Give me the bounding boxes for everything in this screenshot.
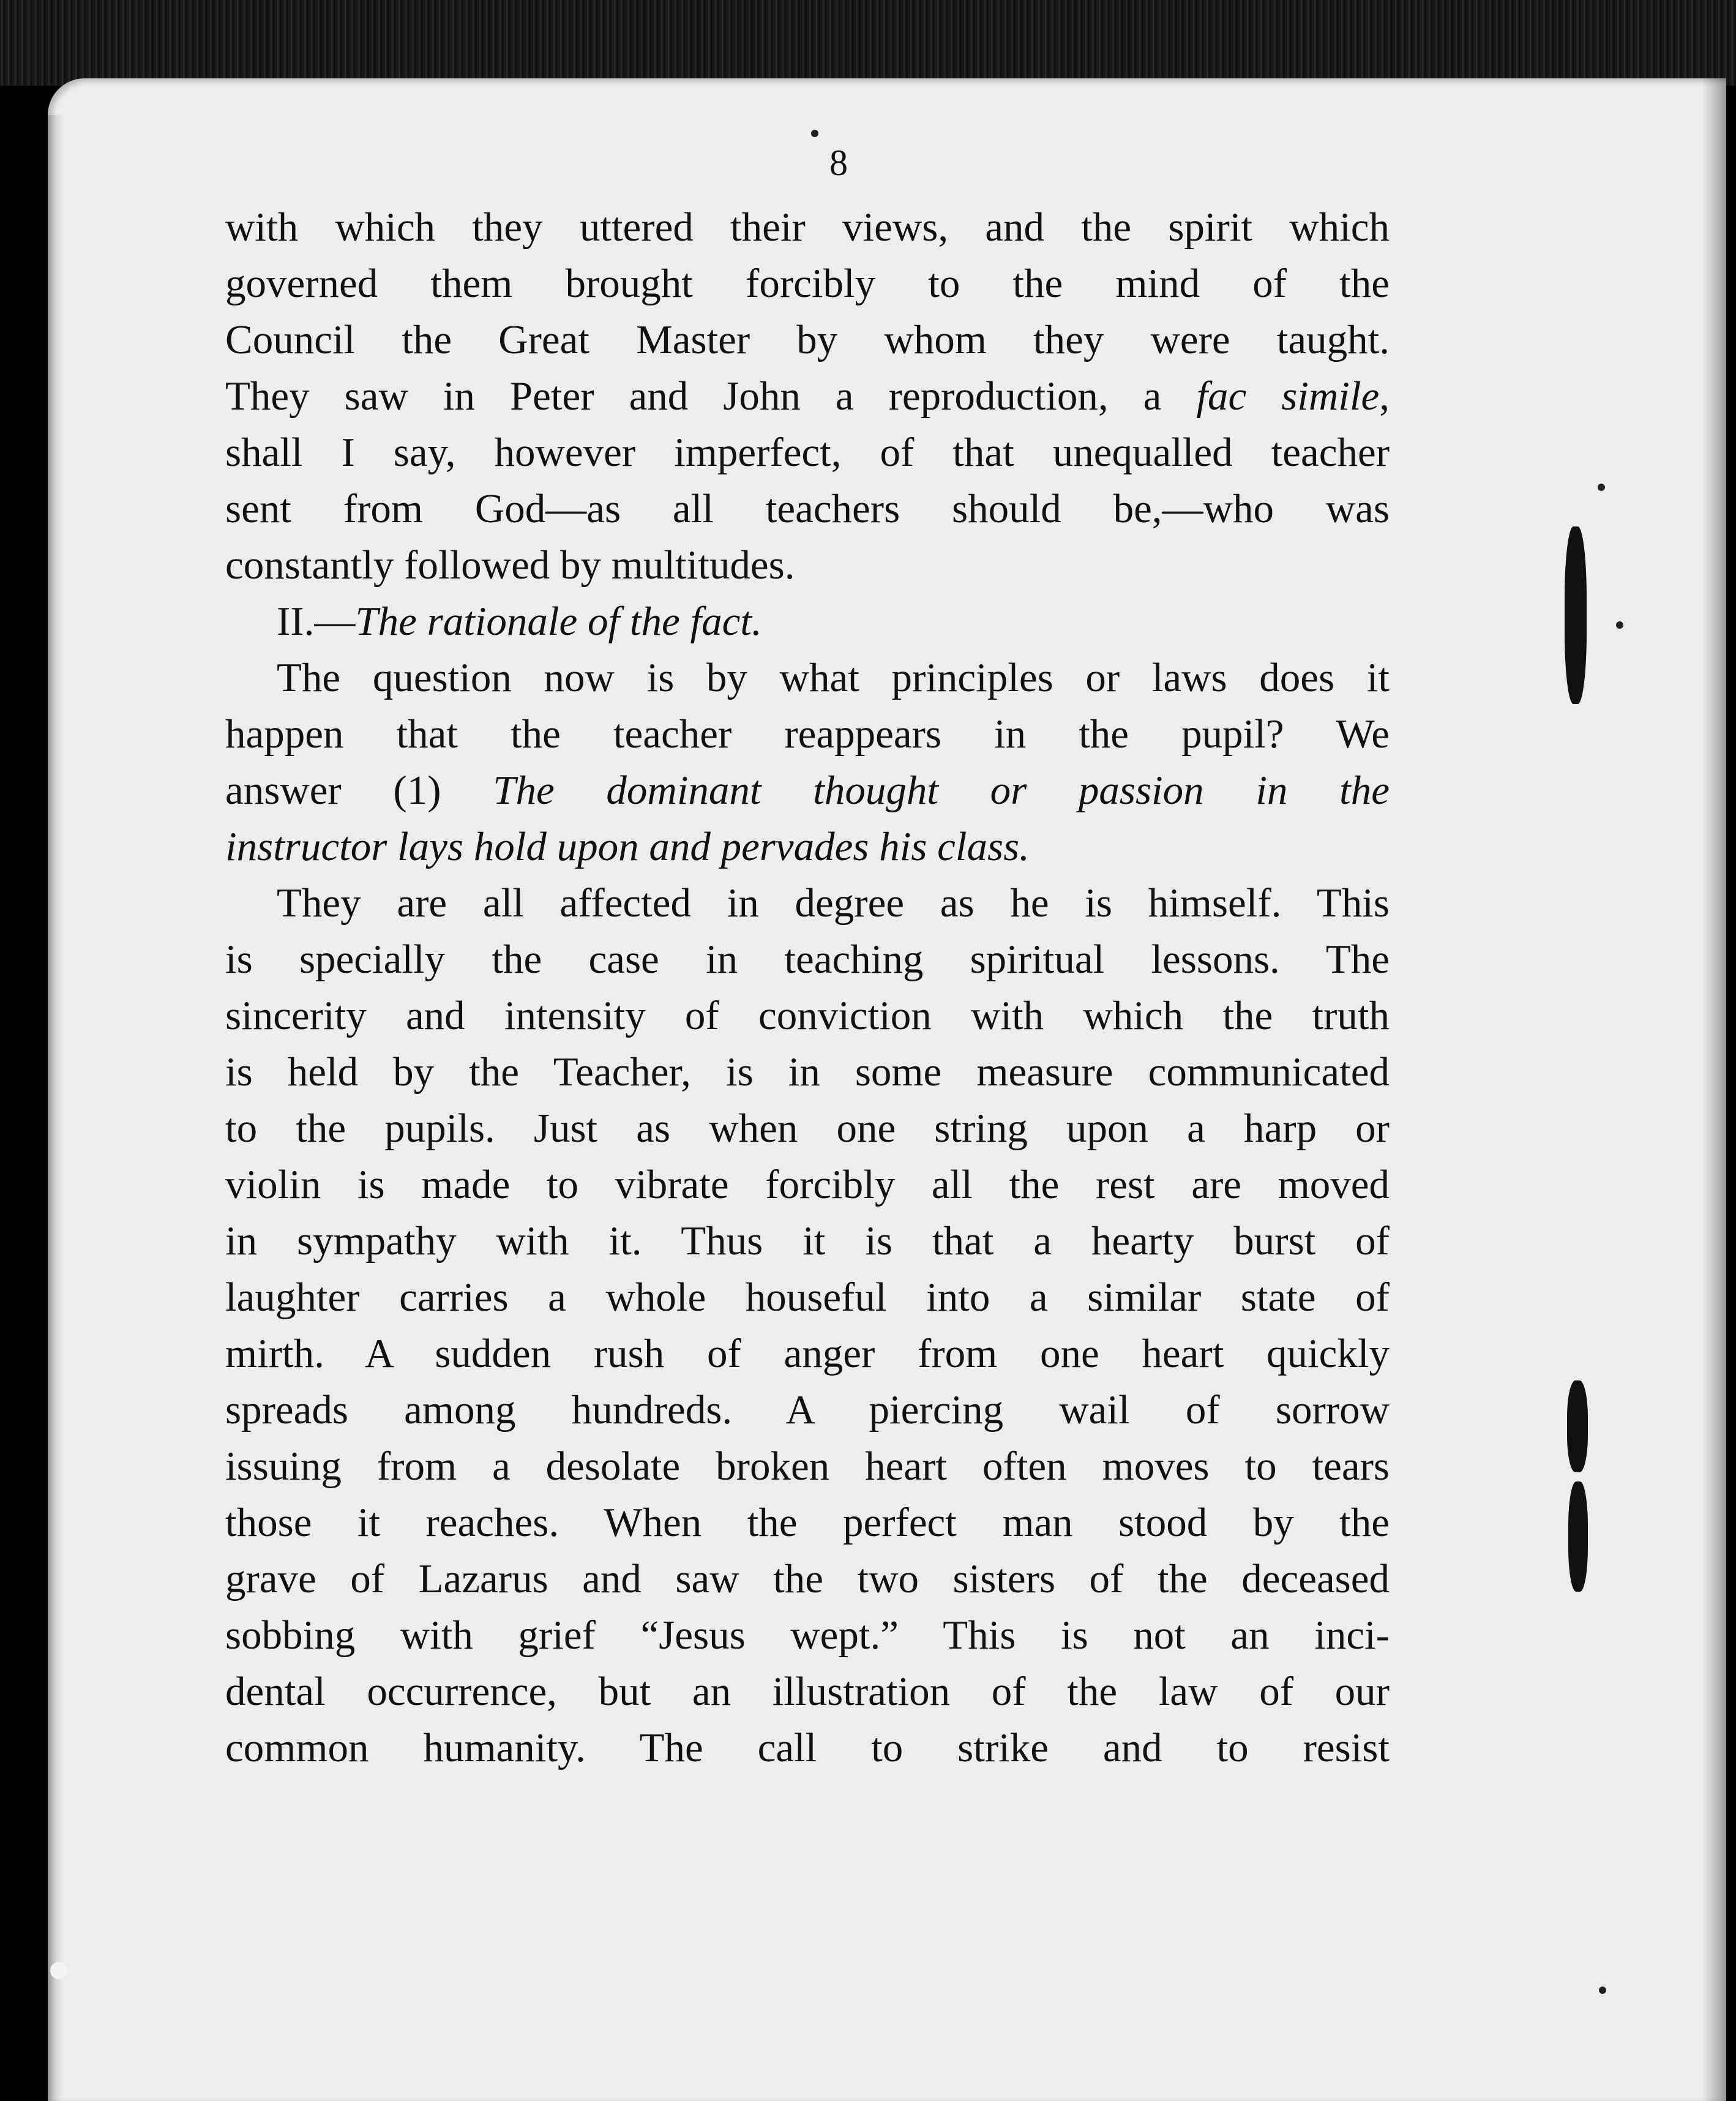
ink-blot xyxy=(1568,1481,1588,1592)
italic-text: fac simile xyxy=(1196,373,1380,419)
text-line xyxy=(225,537,1390,593)
text-line xyxy=(225,1663,1390,1720)
text-run: spreads among hundreds. A piercing wail of sorrow xyxy=(225,1387,1390,1432)
scan-speck xyxy=(811,130,818,137)
text-run: in sympathy with it. Thus it is that a hearty burst of xyxy=(225,1218,1390,1264)
ink-blot xyxy=(1567,1380,1588,1472)
text-line xyxy=(225,1156,1390,1213)
text-line xyxy=(225,1100,1390,1156)
text-line xyxy=(225,706,1390,762)
text-line xyxy=(225,593,1390,650)
text-run: happen that the teacher reappears in the pupil? We xyxy=(225,711,1390,757)
text-run: governed them brought forcibly to the mind of the xyxy=(225,261,1390,306)
text-line xyxy=(225,762,1390,818)
text-run: is held by the Teacher, is in some measure communicated xyxy=(225,1049,1390,1095)
scan-speck xyxy=(1599,1987,1606,1994)
text-line xyxy=(225,1438,1390,1494)
text-line xyxy=(225,931,1390,987)
text-run: sent from God—as all teachers should be,—who was xyxy=(225,486,1390,531)
text-line xyxy=(225,818,1390,875)
text-run: grave of Lazarus and saw the two sisters of the deceased xyxy=(225,1556,1390,1601)
page-edge-shadow xyxy=(48,115,64,2101)
scan-speck xyxy=(1616,621,1623,629)
text-run: common humanity. The call to strike and to resist xyxy=(225,1725,1390,1770)
scan-speck xyxy=(1598,484,1605,491)
body-text xyxy=(225,199,1390,1776)
text-run: They are all affected in degree as he is himself. This xyxy=(277,880,1390,926)
text-run: II.— xyxy=(277,599,356,644)
text-line xyxy=(225,312,1390,368)
text-run: They saw in Peter and John a reproduction, a xyxy=(225,373,1197,419)
text-line xyxy=(225,875,1390,931)
text-line xyxy=(225,1607,1390,1663)
text-line xyxy=(225,424,1390,481)
text-line xyxy=(225,481,1390,537)
text-run: laughter carries a whole houseful into a similar state of xyxy=(225,1275,1390,1320)
italic-text: The dominant thought or passion in the xyxy=(493,768,1390,813)
text-line xyxy=(225,1551,1390,1607)
scan-top-edge xyxy=(0,0,1736,86)
text-run: , xyxy=(1379,373,1390,419)
text-run: dental occurrence, but an illustration of the law of our xyxy=(225,1669,1390,1714)
italic-text: instructor lays hold upon and pervades his class. xyxy=(225,824,1030,869)
text-line xyxy=(225,199,1390,255)
text-run: mirth. A sudden rush of anger from one heart quickly xyxy=(225,1331,1390,1376)
text-run: answer (1) xyxy=(225,768,493,813)
text-run: those it reaches. When the perfect man stood by the xyxy=(225,1500,1390,1545)
ink-blot xyxy=(1565,526,1587,704)
page-number: 8 xyxy=(829,143,848,183)
text-run: is specially the case in teaching spiritual lessons. The xyxy=(225,937,1390,982)
text-run: The question now is by what principles or laws does it xyxy=(277,655,1390,700)
text-run: violin is made to vibrate forcibly all the rest are moved xyxy=(225,1162,1390,1207)
text-line xyxy=(225,987,1390,1044)
text-run: Council the Great Master by whom they were taught. xyxy=(225,317,1390,362)
italic-text: The rationale of the fact. xyxy=(355,599,762,644)
binding-shadow xyxy=(1702,78,1726,2101)
text-run: issuing from a desolate broken heart often moves to tears xyxy=(225,1444,1390,1489)
text-line xyxy=(225,368,1390,424)
text-line xyxy=(225,1382,1390,1438)
text-run: shall I say, however imperfect, of that unequalled teacher xyxy=(225,430,1390,475)
text-line xyxy=(225,255,1390,312)
text-run: with which they uttered their views, and the spirit which xyxy=(225,204,1390,250)
text-run: to the pupils. Just as when one string upon a harp or xyxy=(225,1106,1390,1151)
text-line xyxy=(225,1044,1390,1100)
text-line xyxy=(225,650,1390,706)
scan-speck xyxy=(50,1962,67,1979)
text-line xyxy=(225,1494,1390,1551)
text-line xyxy=(225,1720,1390,1776)
text-run: sincerity and intensity of conviction with which the truth xyxy=(225,993,1390,1038)
text-line xyxy=(225,1213,1390,1269)
text-run: sobbing with grief “Jesus wept.” This is not an inci- xyxy=(225,1612,1390,1658)
text-line xyxy=(225,1269,1390,1325)
text-run: constantly followed by multitudes. xyxy=(225,542,795,588)
text-line xyxy=(225,1325,1390,1382)
